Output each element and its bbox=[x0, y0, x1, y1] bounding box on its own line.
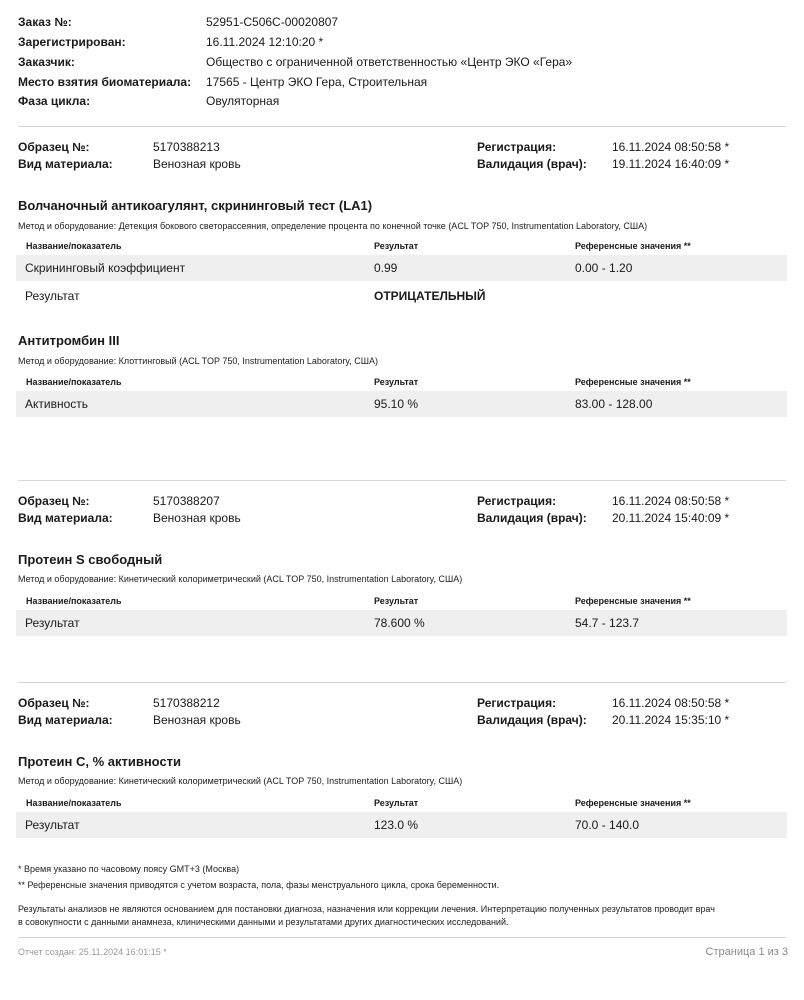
validation-label: Валидация (врач): bbox=[477, 157, 587, 171]
table-row bbox=[16, 610, 787, 636]
order-number-value: 52951-C506C-00020807 bbox=[206, 15, 339, 29]
column-header-result: Результат bbox=[374, 241, 419, 251]
validation-value: 20.11.2024 15:35:10 * bbox=[612, 713, 730, 727]
test-method: Метод и оборудование: Клоттинговый (ACL TOP 750, Instrumentation Laboratory, США) bbox=[18, 356, 378, 366]
row-result: 123.0 % bbox=[374, 818, 419, 832]
column-header-result: Результат bbox=[374, 798, 419, 808]
registration-value: 16.11.2024 08:50:58 * bbox=[612, 494, 730, 508]
sample-number-label: Образец №: bbox=[18, 140, 90, 154]
test-method: Метод и оборудование: Детекция бокового светорассеяния, определение процента по конечной точке (ACL TOP 750, Instrumentation Laboratory, США) bbox=[18, 221, 648, 231]
material-label: Вид материала: bbox=[18, 713, 113, 727]
table-row bbox=[16, 255, 787, 281]
row-name: Результат bbox=[25, 289, 80, 303]
sample-number-value: 5170388212 bbox=[153, 696, 220, 710]
sample-number-value: 5170388207 bbox=[153, 494, 220, 508]
material-value: Венозная кровь bbox=[153, 511, 241, 525]
section-divider bbox=[18, 126, 786, 127]
order-site-value: 17565 - Центр ЭКО Гера, Строительная bbox=[206, 75, 428, 89]
footnote-reference: ** Референсные значения приводятся с учетом возраста, пола, фазы менструального цикла, срока беременности. bbox=[18, 880, 500, 890]
report-created: Отчет создан: 25.11.2024 16:01:15 * bbox=[18, 947, 167, 957]
test-title: Протеин С, % активности bbox=[18, 754, 182, 769]
order-site-label: Место взятия биоматериала: bbox=[18, 75, 192, 89]
column-header-name: Название/показатель bbox=[26, 798, 122, 808]
column-header-result: Результат bbox=[374, 377, 419, 387]
validation-label: Валидация (врач): bbox=[477, 511, 587, 525]
sample-number-label: Образец №: bbox=[18, 696, 90, 710]
column-header-name: Название/показатель bbox=[26, 377, 122, 387]
section-divider bbox=[18, 682, 786, 683]
validation-value: 19.11.2024 16:40:09 * bbox=[612, 157, 730, 171]
sample-number-label: Образец №: bbox=[18, 494, 90, 508]
row-name: Результат bbox=[25, 616, 80, 630]
material-value: Венозная кровь bbox=[153, 157, 241, 171]
disclaimer-line-2: в совокупности с данными анамнеза, клиническими данными и результатами других диагностических исследований. bbox=[18, 917, 509, 927]
test-title: Протеин S свободный bbox=[18, 552, 163, 567]
column-header-reference: Референсные значения ** bbox=[575, 596, 691, 606]
sample-number-value: 5170388213 bbox=[153, 140, 220, 154]
row-result: 0.99 bbox=[374, 261, 398, 275]
row-reference: 54.7 - 123.7 bbox=[575, 616, 640, 630]
order-phase-label: Фаза цикла: bbox=[18, 94, 91, 108]
test-title: Антитромбин III bbox=[18, 333, 120, 348]
row-result: ОТРИЦАТЕЛЬНЫЙ bbox=[374, 289, 486, 303]
column-header-reference: Референсные значения ** bbox=[575, 798, 691, 808]
material-value: Венозная кровь bbox=[153, 713, 241, 727]
test-method: Метод и оборудование: Кинетический колориметрический (ACL TOP 750, Instrumentation Laboratory, США) bbox=[18, 574, 463, 584]
column-header-reference: Референсные значения ** bbox=[575, 241, 691, 251]
page-number: Страница 1 из 3 bbox=[705, 946, 788, 958]
column-header-name: Название/показатель bbox=[26, 241, 122, 251]
registration-label: Регистрация: bbox=[477, 494, 557, 508]
disclaimer-line-1: Результаты анализов не являются основанием для постановки диагноза, назначения или коррекции лечения. Интерпретацию полученных результатов проводит врач bbox=[18, 904, 715, 914]
order-customer-value: Общество с ограниченной ответственностью «Центр ЭКО «Гера» bbox=[206, 55, 573, 69]
validation-value: 20.11.2024 15:40:09 * bbox=[612, 511, 730, 525]
table-row bbox=[16, 283, 787, 309]
row-reference: 0.00 - 1.20 bbox=[575, 261, 633, 275]
row-reference: 70.0 - 140.0 bbox=[575, 818, 640, 832]
footnote-timezone: * Время указано по часовому поясу GMT+3 (Москва) bbox=[18, 864, 240, 874]
order-phase-value: Овуляторная bbox=[206, 94, 280, 108]
test-method: Метод и оборудование: Кинетический колориметрический (ACL TOP 750, Instrumentation Laboratory, США) bbox=[18, 776, 463, 786]
order-registered-label: Зарегистрирован: bbox=[18, 35, 126, 49]
order-number-label: Заказ №: bbox=[18, 15, 72, 29]
row-name: Результат bbox=[25, 818, 80, 832]
registration-value: 16.11.2024 08:50:58 * bbox=[612, 140, 730, 154]
order-registered-value: 16.11.2024 12:10:20 * bbox=[206, 35, 324, 49]
table-header bbox=[18, 595, 786, 609]
table-header bbox=[18, 240, 786, 254]
registration-label: Регистрация: bbox=[477, 140, 557, 154]
column-header-reference: Референсные значения ** bbox=[575, 377, 691, 387]
registration-value: 16.11.2024 08:50:58 * bbox=[612, 696, 730, 710]
material-label: Вид материала: bbox=[18, 157, 113, 171]
test-title: Волчаночный антикоагулянт, скрининговый тест (LA1) bbox=[18, 198, 373, 213]
section-divider bbox=[18, 480, 786, 481]
row-name: Активность bbox=[25, 397, 89, 411]
table-header bbox=[18, 376, 786, 390]
table-row bbox=[16, 812, 787, 838]
registration-label: Регистрация: bbox=[477, 696, 557, 710]
material-label: Вид материала: bbox=[18, 511, 113, 525]
column-header-result: Результат bbox=[374, 596, 419, 606]
row-reference: 83.00 - 128.00 bbox=[575, 397, 653, 411]
table-header bbox=[18, 797, 786, 811]
column-header-name: Название/показатель bbox=[26, 596, 122, 606]
table-row bbox=[16, 391, 787, 417]
row-name: Скрининговый коэффициент bbox=[25, 261, 186, 275]
footer-divider bbox=[18, 937, 786, 938]
validation-label: Валидация (врач): bbox=[477, 713, 587, 727]
row-result: 95.10 % bbox=[374, 397, 419, 411]
order-customer-label: Заказчик: bbox=[18, 55, 75, 69]
row-result: 78.600 % bbox=[374, 616, 425, 630]
